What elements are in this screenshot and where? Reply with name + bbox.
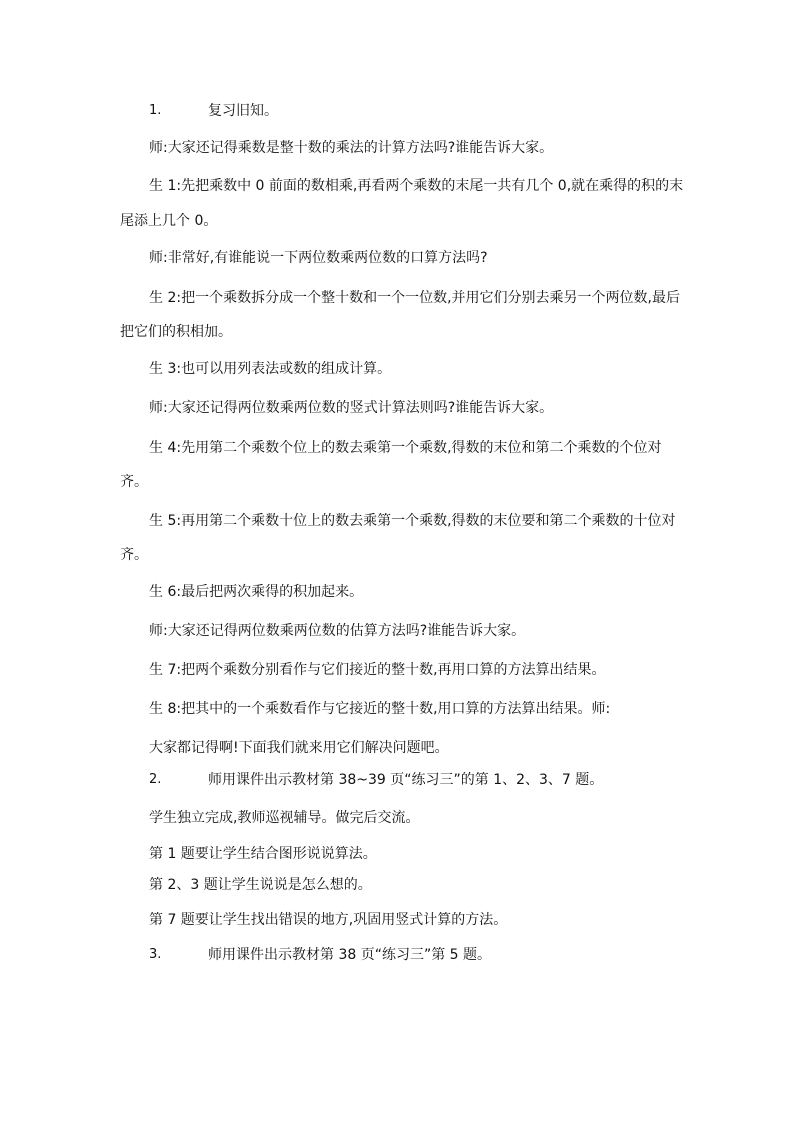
- item-1-number: 1.: [149, 103, 162, 118]
- paragraph-line: 生 5:再用第二个乘数十位上的数去乘第一个乘数,得数的末位要和第二个乘数的十位对: [149, 513, 676, 529]
- item-3-number: 3.: [149, 947, 162, 962]
- paragraph-line: 师:大家还记得两位数乘两位数的估算方法吗?谁能告诉大家。: [149, 623, 526, 639]
- paragraph-line: 生 6:最后把两次乘得的积加起来。: [149, 584, 364, 600]
- paragraph-line: 第 1 题要让学生结合图形说说算法。: [149, 846, 377, 862]
- paragraph-line: 第 7 题要让学生找出错误的地方,巩固用竖式计算的方法。: [149, 912, 508, 928]
- item-2-heading: 师用课件出示教材第 38~39 页“练习三”的第 1、2、3、7 题。: [208, 772, 604, 788]
- paragraph-line: 生 2:把一个乘数拆分成一个整十数和一个一位数,并用它们分别去乘另一个两位数,最后: [149, 290, 680, 306]
- item-1-heading: 复习旧知。: [208, 103, 278, 119]
- paragraph-line: 齐。: [120, 474, 148, 490]
- paragraph-line: 大家都记得啊!下面我们就来用它们解决问题吧。: [149, 740, 449, 756]
- paragraph-line: 师:大家还记得乘数是整十数的乘法的计算方法吗?谁能告诉大家。: [149, 140, 554, 156]
- paragraph-line: 学生独立完成,教师巡视辅导。做完后交流。: [149, 810, 420, 826]
- item-3-heading: 师用课件出示教材第 38 页“练习三”第 5 题。: [208, 947, 492, 963]
- item-2-number: 2.: [149, 772, 162, 787]
- paragraph-line: 第 2、3 题让学生说说是怎么想的。: [149, 877, 372, 893]
- paragraph-line: 齐。: [120, 547, 148, 563]
- paragraph-line: 把它们的积相加。: [120, 324, 232, 340]
- paragraph-line: 生 4:先用第二个乘数个位上的数去乘第一个乘数,得数的末位和第二个乘数的个位对: [149, 440, 662, 456]
- paragraph-line: 生 7:把两个乘数分别看作与它们接近的整十数,再用口算的方法算出结果。: [149, 662, 606, 678]
- paragraph-line: 师:非常好,有谁能说一下两位数乘两位数的口算方法吗?: [149, 250, 488, 266]
- paragraph-line: 生 3:也可以用列表法或数的组成计算。: [149, 361, 392, 377]
- paragraph-line: 师:大家还记得两位数乘两位数的竖式计算法则吗?谁能告诉大家。: [149, 400, 554, 416]
- paragraph-line: 生 1:先把乘数中 0 前面的数相乘,再看两个乘数的末尾一共有几个 0,就在乘得的积的末: [149, 178, 684, 194]
- paragraph-line: 生 8:把其中的一个乘数看作与它接近的整十数,用口算的方法算出结果。师:: [149, 701, 611, 717]
- paragraph-line: 尾添上几个 0。: [120, 213, 218, 229]
